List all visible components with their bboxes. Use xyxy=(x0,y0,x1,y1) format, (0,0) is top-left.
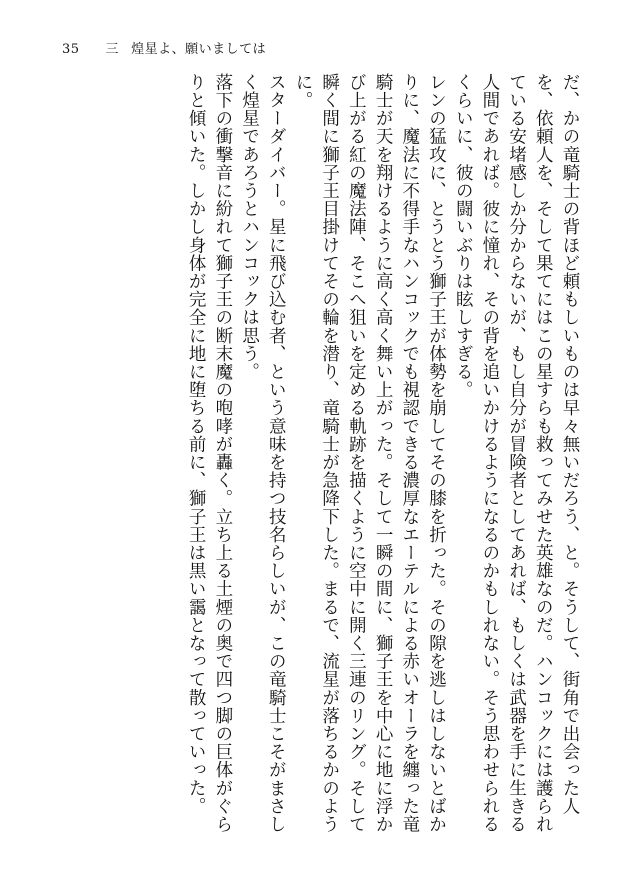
paragraph-2: レンの猛攻に、とうとう獅子王が体勢を崩してその膝を折った。その隙を逃しはしないとばかりに、魔法に不得手なハンコックでも視認できる濃厚なエーテルによる赤いオーラを纏った竜騎士が天を翔けるように高く高く舞い上がった。そして一瞬の間に、獅子王を中心に地に浮かび上がる紅の魔法陣、そこへ狙いを定める軌跡を描くように空中に開く三連のリング。そして瞬く間に獅子王目掛けてその輪を潜り、竜騎士が急降下した。まるで、流星が落ちるかのように。 xyxy=(292,73,447,834)
page-number: 35 xyxy=(62,42,80,57)
running-header xyxy=(62,38,266,57)
chapter-title-text: 煌星よ、願いましては xyxy=(131,42,267,57)
chapter-title xyxy=(106,38,267,57)
paragraph-1: だ、かの竜騎士の背ほど頼もしいものは早々無いだろう、と。そうして、街角で出会った人を、依頼人を、そして果てにはこの星すらも救ってみせた英雄なのだ。ハンコックには護られている安堵感しか分からないが、もし自分が冒険者としてあれば、もしくは武器を手に生きる人間であれば。彼に憧れ、その背を追いかけるようになるのかもしれない。そう思わせられるくらいに、彼の闘いぶりは眩しすぎる。 xyxy=(453,73,580,834)
body-text xyxy=(48,73,583,837)
paragraph-3: スターダイバー。星に飛び込む者、という意味を持つ技名らしいが、この竜騎士こそがまさしく煌星であろうとハンコックは思う。 xyxy=(239,73,287,834)
chapter-number: 三 xyxy=(105,42,120,57)
paragraph-4: 落下の衝撃音に紛れて獅子王の断末魔の咆哮が轟く。立ち上る土煙の奥で四つ脚の巨体がぐらりと傾いた。しかし身体が完全に地に堕ちる前に、獅子王は黒い靄となって散っていった。 xyxy=(186,73,233,834)
